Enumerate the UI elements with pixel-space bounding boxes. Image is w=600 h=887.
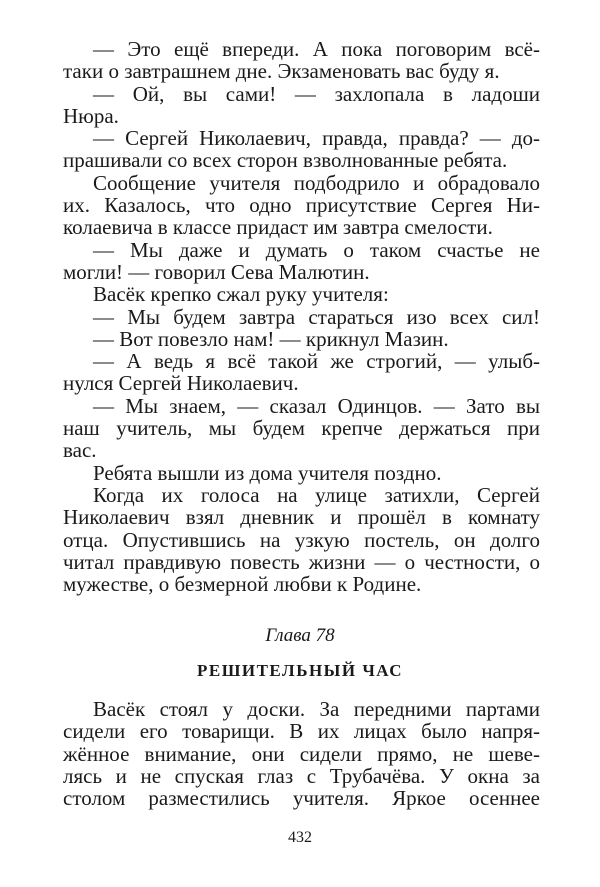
text-line: читал правдивую повесть жизни — о честности, о	[63, 549, 540, 574]
text-line: — Это ещё впереди. А пока поговорим всё-	[93, 37, 540, 61]
text-line: лясь и не спуская глаз с Трубачёва. У окна за	[63, 763, 540, 788]
text-line: колаевича в классе придаст им завтра смелости.	[63, 215, 493, 240]
text-line: Когда их голоса на улице затихли, Сергей	[93, 482, 540, 507]
page-number: 432	[288, 829, 312, 846]
text-line: Васёк крепко сжал руку учителя:	[93, 282, 389, 307]
text-line: мужестве, о безмерной любви к Родине.	[63, 572, 422, 597]
text-line: Васёк стоял у доски. За передними партами	[93, 697, 540, 721]
chapter-number: Глава 78	[265, 625, 335, 646]
text-line: нулся Сергей Николаевич.	[63, 371, 299, 396]
body-text-section-2	[63, 698, 540, 809]
text-line: их. Казалось, что одно присутствие Сергея Ни-	[63, 193, 540, 218]
text-line: отца. Опустившись на узкую постель, он долго	[63, 527, 540, 552]
text-line: прашивали со всех сторон взволнованные ребята.	[63, 148, 508, 173]
text-line: Нюра.	[63, 103, 119, 128]
text-line: — Ой, вы сами! — захлопала в ладоши	[93, 81, 540, 106]
text-line: — А ведь я всё такой же строгий, — улыб-	[93, 349, 540, 374]
text-line: вас.	[63, 438, 97, 463]
text-line: таки о завтрашнем дне. Экзаменовать вас буду я.	[63, 59, 500, 84]
text-line: жённое внимание, они сидели прямо, не шеве-	[63, 741, 540, 766]
text-line: — Мы даже и думать о таком счастье не	[93, 237, 540, 262]
text-line: могли! — говорил Сева Малютин.	[63, 259, 370, 284]
text-line: сидели его товарищи. В их лицах было напря-	[63, 719, 540, 744]
text-line: наш учитель, мы будем крепче держаться при	[63, 416, 540, 441]
text-line: Николаевич взял дневник и прошёл в комнату	[63, 505, 540, 530]
text-line: Ребята вышли из дома учителя поздно.	[93, 460, 442, 485]
text-line: — Мы знаем, — сказал Одинцов. — Зато вы	[93, 393, 540, 418]
text-line: столом разместились учителя. Яркое осеннее	[63, 786, 540, 811]
text-line: Сообщение учителя подбодрило и обрадовало	[93, 170, 540, 195]
text-line: — Сергей Николаевич, правда, правда? — до-	[93, 126, 540, 151]
text-line: — Вот повезло нам! — крикнул Мазин.	[93, 326, 449, 351]
body-text-section-1	[63, 38, 540, 595]
text-line: — Мы будем завтра стараться изо всех сил!	[93, 304, 540, 329]
chapter-title: РЕШИТЕЛЬНЫЙ ЧАС	[196, 661, 404, 680]
